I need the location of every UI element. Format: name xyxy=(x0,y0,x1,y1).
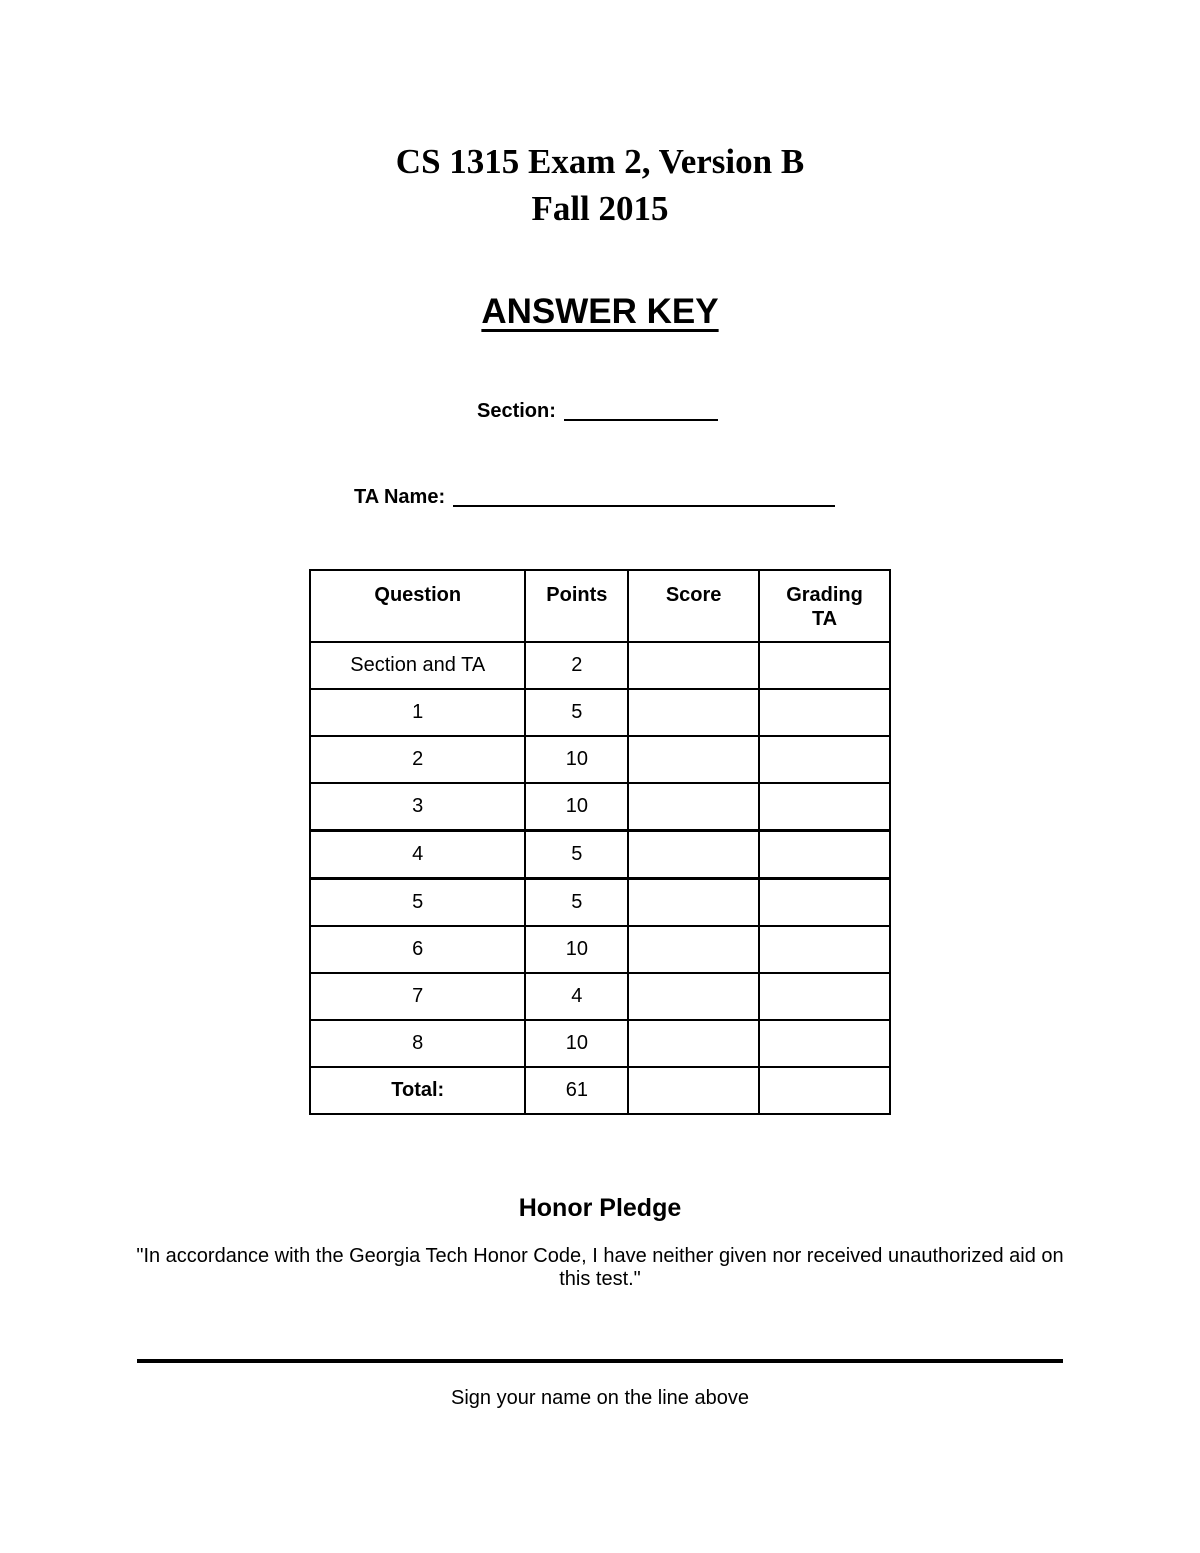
ta-name-field xyxy=(354,484,835,510)
score-cell[interactable] xyxy=(628,736,759,783)
table-row xyxy=(310,879,890,927)
question-cell: 7 xyxy=(310,973,525,1020)
points-cell: 10 xyxy=(525,1020,628,1067)
question-cell: 6 xyxy=(310,926,525,973)
question-cell: 4 xyxy=(310,831,525,879)
honor-pledge-heading: Honor Pledge xyxy=(518,1194,682,1222)
question-cell: 8 xyxy=(310,1020,525,1067)
total-row xyxy=(310,1067,890,1114)
table-row xyxy=(310,1020,890,1067)
total-score-cell[interactable] xyxy=(628,1067,759,1114)
column-header-question: Question xyxy=(310,570,525,642)
score-cell[interactable] xyxy=(628,783,759,831)
ta-name-blank-line[interactable] xyxy=(453,485,835,507)
grading-ta-cell[interactable] xyxy=(759,831,890,879)
grading-ta-cell[interactable] xyxy=(759,736,890,783)
answer-key-text: ANSWER KEY xyxy=(481,292,719,331)
section-blank-line[interactable] xyxy=(564,399,718,421)
score-cell[interactable] xyxy=(628,879,759,927)
table-header-row xyxy=(310,570,890,642)
score-cell[interactable] xyxy=(628,689,759,736)
table-row xyxy=(310,973,890,1020)
table-row xyxy=(310,926,890,973)
points-cell: 2 xyxy=(525,642,628,689)
honor-pledge-text: "In accordance with the Georgia Tech Honor Code, I have neither given nor received unauthorized aid on this test." xyxy=(136,1245,1064,1290)
score-cell[interactable] xyxy=(628,973,759,1020)
score-table xyxy=(309,569,891,1115)
table-row xyxy=(310,642,890,689)
points-cell: 4 xyxy=(525,973,628,1020)
exam-title: CS 1315 Exam 2, Version B xyxy=(395,142,805,181)
question-cell: 1 xyxy=(310,689,525,736)
score-cell[interactable] xyxy=(628,642,759,689)
question-cell: 3 xyxy=(310,783,525,831)
grading-ta-cell[interactable] xyxy=(759,926,890,973)
column-header-grading-ta xyxy=(759,570,890,642)
points-cell: 10 xyxy=(525,926,628,973)
question-cell: 2 xyxy=(310,736,525,783)
grading-ta-cell[interactable] xyxy=(759,642,890,689)
section-field xyxy=(477,398,718,424)
grading-ta-header-text: Grading TA xyxy=(786,584,863,630)
grading-ta-cell[interactable] xyxy=(759,783,890,831)
score-cell[interactable] xyxy=(628,1020,759,1067)
grading-ta-cell[interactable] xyxy=(759,973,890,1020)
total-label-cell: Total: xyxy=(310,1067,525,1114)
total-grading-ta-cell[interactable] xyxy=(759,1067,890,1114)
table-row xyxy=(310,831,890,879)
grading-ta-cell[interactable] xyxy=(759,1020,890,1067)
column-header-points: Points xyxy=(525,570,628,642)
ta-name-label: TA Name: xyxy=(354,486,446,508)
points-cell: 5 xyxy=(525,879,628,927)
question-cell: 5 xyxy=(310,879,525,927)
points-cell: 5 xyxy=(525,831,628,879)
score-cell[interactable] xyxy=(628,926,759,973)
signature-caption: Sign your name on the line above xyxy=(451,1387,749,1409)
points-cell: 10 xyxy=(525,783,628,831)
total-points-cell: 61 xyxy=(525,1067,628,1114)
question-cell: Section and TA xyxy=(310,642,525,689)
table-row xyxy=(310,783,890,831)
section-label: Section: xyxy=(477,400,556,422)
grading-ta-cell[interactable] xyxy=(759,689,890,736)
signature-line[interactable] xyxy=(137,1359,1063,1363)
points-cell: 10 xyxy=(525,736,628,783)
exam-term: Fall 2015 xyxy=(531,189,669,228)
score-cell[interactable] xyxy=(628,831,759,879)
answer-key-heading xyxy=(0,290,1200,334)
table-row xyxy=(310,736,890,783)
table-row xyxy=(310,689,890,736)
points-cell: 5 xyxy=(525,689,628,736)
column-header-score: Score xyxy=(628,570,759,642)
grading-ta-cell[interactable] xyxy=(759,879,890,927)
